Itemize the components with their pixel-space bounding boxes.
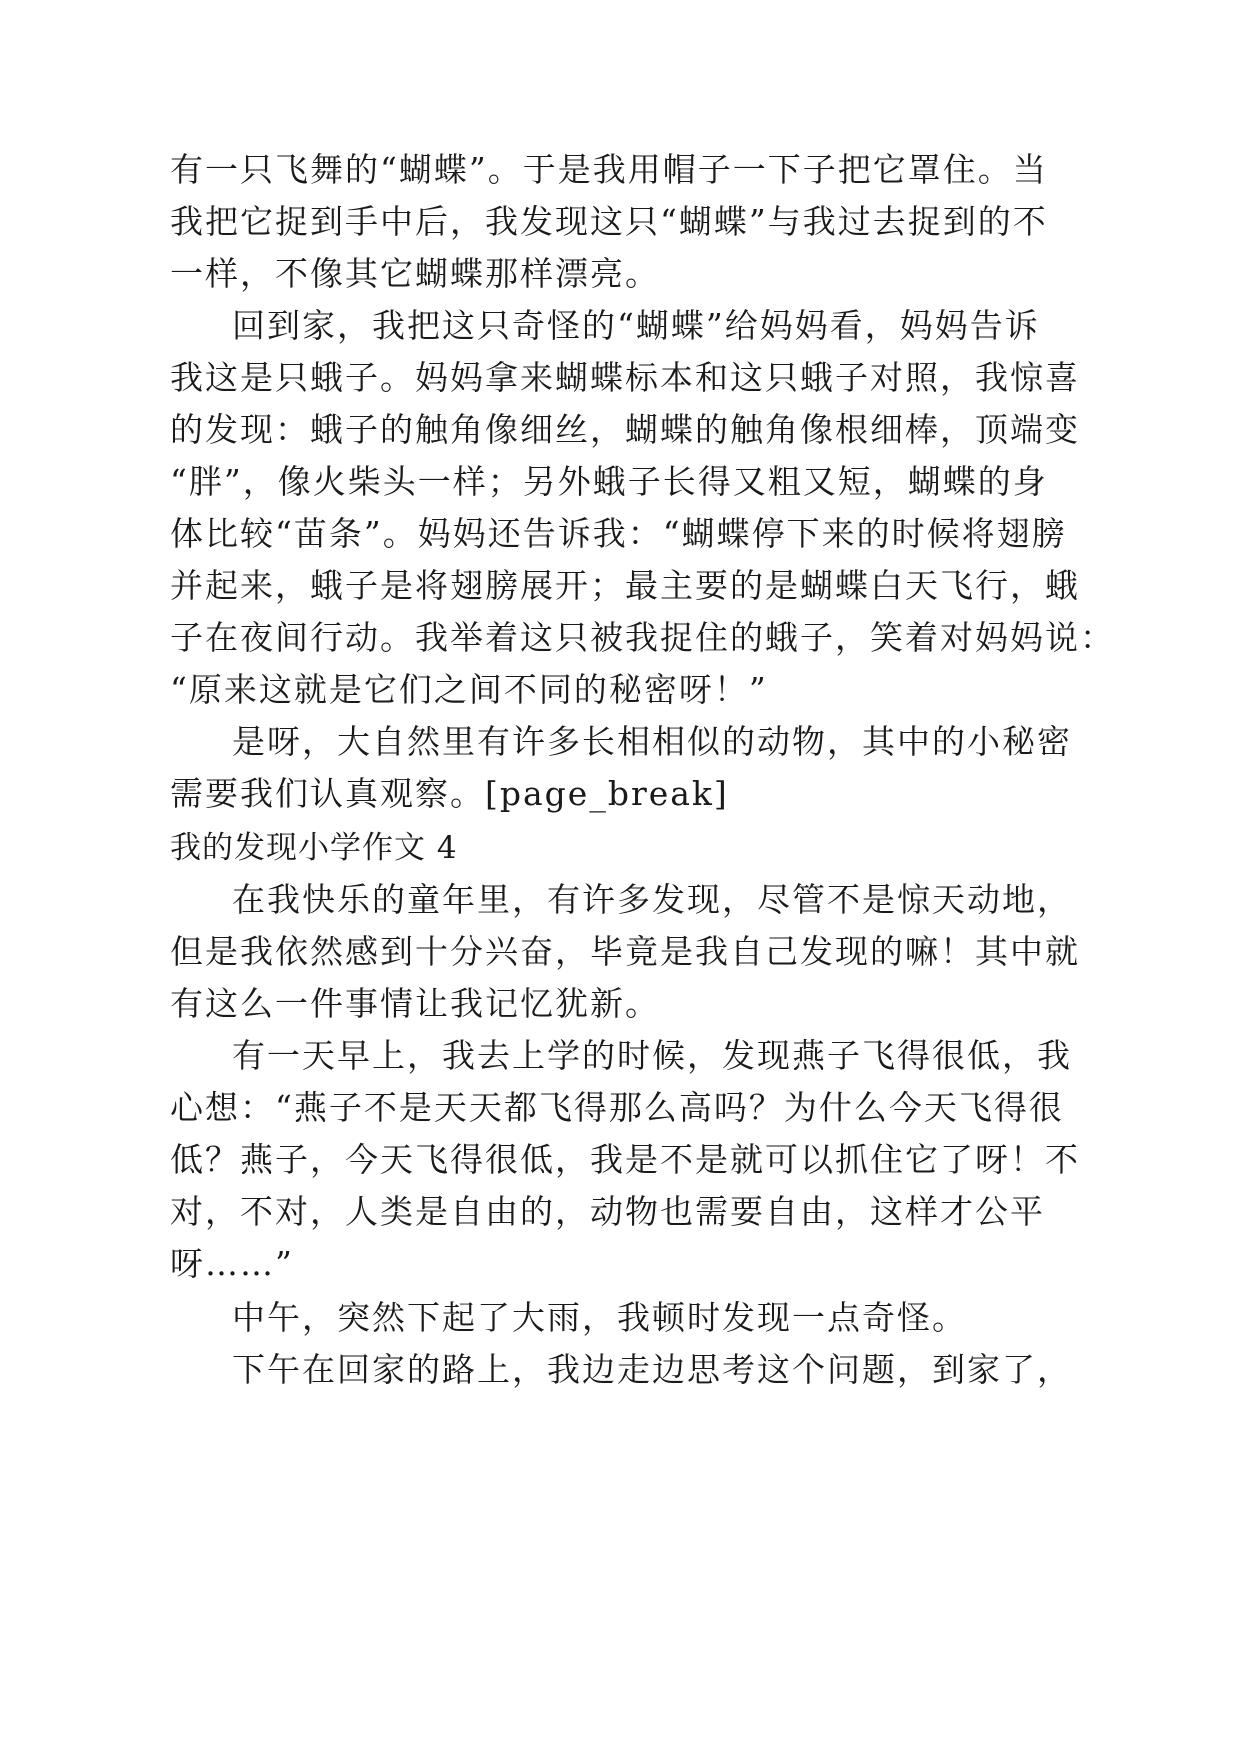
section-heading: 我的发现小学作文 4 [170, 830, 458, 866]
text-line-21: 对，不对，人类是自由的，动物也需要自由，这样才公平 [170, 1192, 1045, 1231]
text-line-18: 有一天早上，我去上学的时候，发现燕子飞得很低，我 [232, 1036, 1072, 1075]
text-line-23: 中午，突然下起了大雨，我顿时发现一点奇怪。 [232, 1298, 967, 1337]
text-line-15: 在我快乐的童年里，有许多发现，尽管不是惊天动地， [232, 880, 1072, 919]
text-line-6: 的发现：蛾子的触角像细丝，蝴蝶的触角像根细棒，顶端变 [170, 410, 1080, 449]
text-line-9: 并起来，蛾子是将翅膀展开；最主要的是蝴蝶白天飞行，蛾 [170, 566, 1080, 605]
text-line-5: 我这是只蛾子。妈妈拿来蝴蝶标本和这只蛾子对照，我惊喜 [170, 358, 1080, 397]
text-line-20: 低？燕子，今天飞得很低，我是不是就可以抓住它了呀！不 [170, 1140, 1080, 1179]
text-line-17: 有这么一件事情让我记忆犹新。 [170, 984, 660, 1023]
text-line-16: 但是我依然感到十分兴奋，毕竟是我自己发现的嘛！其中就 [170, 932, 1080, 971]
text-line-19: 心想：“燕子不是天天都飞得那么高吗？为什么今天飞得很 [170, 1088, 1064, 1127]
text-line-10: 子在夜间行动。我举着这只被我捉住的蛾子，笑着对妈妈说： [170, 618, 1115, 657]
text-line-11: “原来这就是它们之间不同的秘密呀！” [170, 670, 768, 709]
text-line-24: 下午在回家的路上，我边走边思考这个问题，到家了， [232, 1350, 1072, 1389]
text-line-2: 我把它捉到手中后，我发现这只“蝴蝶”与我过去捉到的不 [170, 202, 1048, 241]
text-line-12: 是呀，大自然里有许多长相相似的动物，其中的小秘密 [232, 722, 1072, 761]
text-line-4: 回到家，我把这只奇怪的“蝴蝶”给妈妈看，妈妈告诉 [232, 306, 1040, 345]
text-line-13: 需要我们认真观察。[page_break] [170, 774, 729, 813]
text-line-8: 体比较“苗条”。妈妈还告诉我：“蝴蝶停下来的时候将翅膀 [170, 514, 1067, 553]
text-line-1: 有一只飞舞的“蝴蝶”。于是我用帽子一下子把它罩住。当 [170, 150, 1048, 189]
text-line-3: 一样，不像其它蝴蝶那样漂亮。 [170, 254, 660, 293]
text-line-22: 呀……” [170, 1244, 294, 1283]
text-line-7: “胖”，像火柴头一样；另外蛾子长得又粗又短，蝴蝶的身 [170, 462, 1048, 501]
